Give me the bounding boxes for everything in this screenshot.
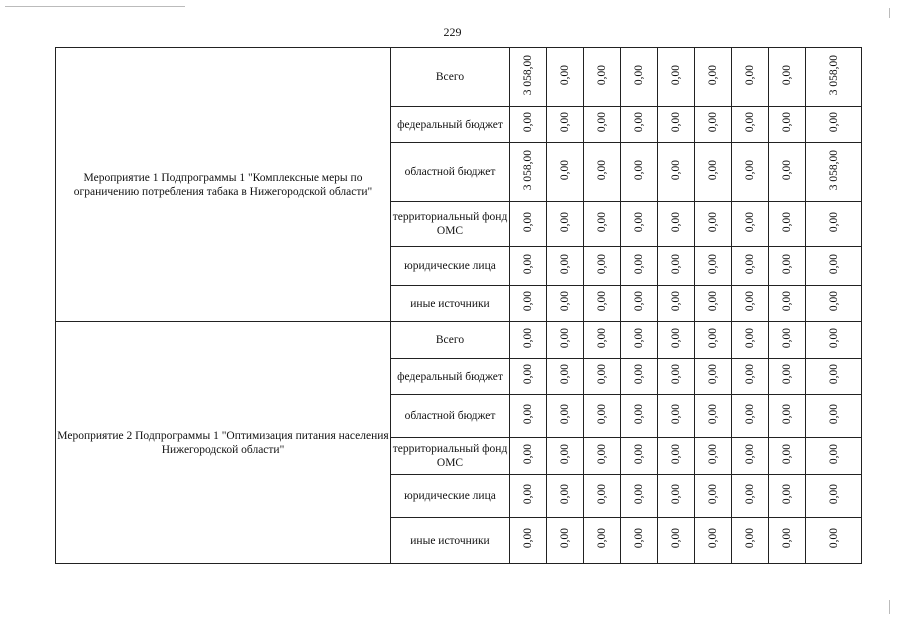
- value-cell: [658, 143, 695, 202]
- value-text: 0,00: [781, 483, 793, 505]
- value-text: 0,00: [744, 364, 756, 385]
- value-cell: [584, 322, 621, 359]
- value-text: 0,00: [707, 291, 719, 312]
- value-text: 0,00: [522, 211, 534, 233]
- value-cell: [658, 286, 695, 322]
- value-text: 3 058,00: [827, 54, 840, 96]
- value-cell: [584, 475, 621, 518]
- value-cell: [584, 143, 621, 202]
- value-text: 0,00: [670, 528, 682, 549]
- value-text: 0,00: [559, 253, 571, 275]
- funding-source: территориальный фонд ОМС: [391, 202, 510, 247]
- value-cell: [584, 247, 621, 286]
- value-text: 0,00: [707, 528, 719, 549]
- value-text: 0,00: [559, 364, 571, 385]
- funding-source: юридические лица: [391, 475, 510, 518]
- value-cell: [806, 475, 862, 518]
- value-cell: [769, 107, 806, 143]
- value-cell: [658, 202, 695, 247]
- value-text: 0,00: [827, 443, 840, 465]
- value-text: 0,00: [744, 528, 756, 549]
- value-cell: [621, 202, 658, 247]
- value-text: 0,00: [559, 327, 571, 349]
- value-cell: [732, 286, 769, 322]
- value-text: 0,00: [707, 253, 719, 275]
- value-text: 0,00: [781, 364, 793, 385]
- value-cell: [658, 395, 695, 438]
- funding-source: Всего: [391, 322, 510, 359]
- value-cell: [658, 322, 695, 359]
- value-cell: [695, 202, 732, 247]
- value-cell: [621, 438, 658, 475]
- event-title: Мероприятие 2 Подпрограммы 1 "Оптимизация питания населения Нижегородской области": [56, 322, 391, 564]
- value-text: 0,00: [707, 443, 719, 465]
- value-cell: [547, 247, 584, 286]
- value-cell: [621, 143, 658, 202]
- value-cell: [806, 395, 862, 438]
- value-cell: [547, 202, 584, 247]
- value-cell: [584, 359, 621, 395]
- value-text: 0,00: [559, 64, 571, 86]
- scan-line: [5, 6, 185, 7]
- funding-source: областной бюджет: [391, 395, 510, 438]
- value-text: 0,00: [744, 443, 756, 465]
- value-cell: [732, 438, 769, 475]
- value-cell: [547, 48, 584, 107]
- value-cell: [769, 438, 806, 475]
- value-text: 0,00: [522, 364, 534, 385]
- value-cell: [806, 107, 862, 143]
- funding-source: федеральный бюджет: [391, 359, 510, 395]
- value-cell: [621, 322, 658, 359]
- value-text: 3 058,00: [522, 149, 534, 191]
- value-text: 0,00: [522, 528, 534, 549]
- value-text: 0,00: [781, 291, 793, 312]
- value-text: 0,00: [633, 211, 645, 233]
- value-cell: [621, 475, 658, 518]
- table-row: [56, 322, 862, 359]
- value-text: 0,00: [827, 483, 840, 505]
- value-text: 0,00: [707, 483, 719, 505]
- value-cell: [584, 107, 621, 143]
- value-cell: [806, 202, 862, 247]
- value-text: 0,00: [744, 291, 756, 312]
- value-text: 0,00: [707, 112, 719, 133]
- value-cell: [621, 247, 658, 286]
- value-cell: [621, 395, 658, 438]
- value-text: 0,00: [707, 327, 719, 349]
- value-text: 0,00: [744, 159, 756, 181]
- value-text: 0,00: [827, 528, 840, 549]
- value-cell: [732, 518, 769, 564]
- value-cell: [510, 322, 547, 359]
- value-cell: [621, 359, 658, 395]
- value-text: 0,00: [781, 253, 793, 275]
- value-text: 0,00: [744, 483, 756, 505]
- value-text: 0,00: [596, 364, 608, 385]
- value-cell: [658, 247, 695, 286]
- value-cell: [547, 286, 584, 322]
- value-text: 0,00: [633, 64, 645, 86]
- value-text: 0,00: [596, 483, 608, 505]
- value-cell: [732, 359, 769, 395]
- value-text: 0,00: [827, 291, 840, 312]
- value-cell: [510, 286, 547, 322]
- value-cell: [547, 475, 584, 518]
- value-text: 0,00: [559, 443, 571, 465]
- value-cell: [658, 359, 695, 395]
- value-text: 0,00: [707, 403, 719, 425]
- value-text: 0,00: [559, 403, 571, 425]
- value-text: 0,00: [670, 443, 682, 465]
- value-text: 0,00: [633, 403, 645, 425]
- value-text: 0,00: [559, 528, 571, 549]
- funding-source: иные источники: [391, 286, 510, 322]
- value-cell: [584, 202, 621, 247]
- value-cell: [584, 438, 621, 475]
- value-cell: [806, 48, 862, 107]
- value-cell: [806, 143, 862, 202]
- value-text: 0,00: [744, 112, 756, 133]
- value-text: 0,00: [596, 327, 608, 349]
- value-cell: [732, 202, 769, 247]
- value-cell: [732, 322, 769, 359]
- value-text: 0,00: [781, 112, 793, 133]
- value-text: 0,00: [596, 211, 608, 233]
- value-text: 0,00: [633, 159, 645, 181]
- value-cell: [510, 143, 547, 202]
- value-text: 0,00: [827, 327, 840, 349]
- value-cell: [547, 518, 584, 564]
- value-text: 3 058,00: [522, 54, 534, 96]
- value-cell: [695, 322, 732, 359]
- value-text: 0,00: [522, 327, 534, 349]
- value-cell: [806, 247, 862, 286]
- value-text: 0,00: [670, 64, 682, 86]
- value-cell: [769, 475, 806, 518]
- value-text: 0,00: [781, 443, 793, 465]
- funding-source: юридические лица: [391, 247, 510, 286]
- value-cell: [806, 518, 862, 564]
- value-cell: [547, 359, 584, 395]
- value-text: 0,00: [781, 211, 793, 233]
- value-cell: [695, 395, 732, 438]
- value-cell: [806, 322, 862, 359]
- value-cell: [732, 48, 769, 107]
- value-text: 0,00: [633, 253, 645, 275]
- value-cell: [806, 438, 862, 475]
- value-text: 0,00: [596, 291, 608, 312]
- value-cell: [769, 395, 806, 438]
- value-cell: [510, 107, 547, 143]
- value-text: 0,00: [522, 253, 534, 275]
- value-text: 0,00: [827, 403, 840, 425]
- value-cell: [695, 518, 732, 564]
- event-title: Мероприятие 1 Подпрограммы 1 "Комплексные меры по ограничению потребления табака в Нижегородской области": [56, 48, 391, 322]
- value-text: 0,00: [827, 112, 840, 133]
- value-text: 0,00: [633, 327, 645, 349]
- value-cell: [584, 518, 621, 564]
- value-text: 0,00: [596, 253, 608, 275]
- value-text: 0,00: [633, 112, 645, 133]
- value-cell: [732, 395, 769, 438]
- value-text: 0,00: [522, 443, 534, 465]
- value-text: 0,00: [596, 159, 608, 181]
- value-cell: [732, 247, 769, 286]
- value-cell: [806, 359, 862, 395]
- value-text: 0,00: [559, 211, 571, 233]
- value-text: 0,00: [633, 483, 645, 505]
- value-text: 0,00: [670, 327, 682, 349]
- value-text: 0,00: [670, 403, 682, 425]
- value-text: 0,00: [559, 483, 571, 505]
- value-text: 0,00: [744, 64, 756, 86]
- value-text: 0,00: [707, 211, 719, 233]
- value-cell: [695, 359, 732, 395]
- value-cell: [695, 143, 732, 202]
- value-cell: [547, 322, 584, 359]
- value-cell: [621, 48, 658, 107]
- value-text: 0,00: [707, 159, 719, 181]
- value-text: 0,00: [522, 112, 534, 133]
- value-cell: [695, 107, 732, 143]
- funding-source: федеральный бюджет: [391, 107, 510, 143]
- value-cell: [621, 286, 658, 322]
- scan-line: [889, 8, 890, 18]
- value-cell: [769, 48, 806, 107]
- value-text: 0,00: [781, 64, 793, 86]
- funding-source: Всего: [391, 48, 510, 107]
- value-text: 0,00: [633, 443, 645, 465]
- value-cell: [547, 143, 584, 202]
- value-text: 0,00: [596, 443, 608, 465]
- value-text: 0,00: [670, 211, 682, 233]
- value-text: 0,00: [633, 291, 645, 312]
- table-row: [56, 48, 862, 107]
- value-cell: [510, 518, 547, 564]
- value-cell: [806, 286, 862, 322]
- value-text: 0,00: [670, 483, 682, 505]
- value-text: 0,00: [781, 528, 793, 549]
- value-cell: [695, 438, 732, 475]
- value-text: 0,00: [633, 528, 645, 549]
- funding-table: [55, 47, 862, 564]
- value-cell: [695, 475, 732, 518]
- value-cell: [510, 475, 547, 518]
- value-text: 0,00: [781, 159, 793, 181]
- value-cell: [510, 48, 547, 107]
- value-cell: [695, 48, 732, 107]
- value-text: 0,00: [744, 253, 756, 275]
- value-text: 0,00: [522, 483, 534, 505]
- value-text: 0,00: [707, 64, 719, 86]
- value-text: 0,00: [596, 64, 608, 86]
- page-number: 229: [443, 25, 462, 39]
- value-cell: [658, 438, 695, 475]
- value-text: 0,00: [596, 112, 608, 133]
- table-body: [56, 48, 862, 564]
- value-text: 0,00: [670, 291, 682, 312]
- value-text: 0,00: [559, 291, 571, 312]
- value-text: 0,00: [522, 291, 534, 312]
- value-text: 0,00: [707, 364, 719, 385]
- value-text: 0,00: [744, 403, 756, 425]
- value-cell: [732, 475, 769, 518]
- value-text: 3 058,00: [827, 149, 840, 191]
- value-cell: [547, 438, 584, 475]
- funding-source: территориальный фонд ОМС: [391, 438, 510, 475]
- value-text: 0,00: [670, 364, 682, 385]
- value-cell: [621, 518, 658, 564]
- value-cell: [621, 107, 658, 143]
- value-cell: [769, 143, 806, 202]
- value-cell: [658, 107, 695, 143]
- value-text: 0,00: [781, 403, 793, 425]
- value-cell: [695, 247, 732, 286]
- value-cell: [769, 286, 806, 322]
- value-text: 0,00: [670, 253, 682, 275]
- value-cell: [510, 202, 547, 247]
- value-cell: [584, 48, 621, 107]
- value-cell: [584, 395, 621, 438]
- value-text: 0,00: [781, 327, 793, 349]
- value-cell: [658, 518, 695, 564]
- value-cell: [658, 48, 695, 107]
- value-cell: [658, 475, 695, 518]
- value-text: 0,00: [670, 112, 682, 133]
- scan-line: [889, 600, 890, 614]
- value-text: 0,00: [827, 211, 840, 233]
- value-text: 0,00: [827, 364, 840, 385]
- value-cell: [769, 322, 806, 359]
- value-cell: [732, 143, 769, 202]
- value-text: 0,00: [744, 211, 756, 233]
- value-cell: [547, 395, 584, 438]
- value-cell: [769, 247, 806, 286]
- value-text: 0,00: [559, 159, 571, 181]
- value-text: 0,00: [559, 112, 571, 133]
- value-text: 0,00: [596, 528, 608, 549]
- funding-source: областной бюджет: [391, 143, 510, 202]
- funding-source: иные источники: [391, 518, 510, 564]
- value-cell: [769, 518, 806, 564]
- value-cell: [510, 359, 547, 395]
- value-text: 0,00: [633, 364, 645, 385]
- value-cell: [510, 395, 547, 438]
- value-text: 0,00: [744, 327, 756, 349]
- value-cell: [510, 438, 547, 475]
- value-text: 0,00: [827, 253, 840, 275]
- value-cell: [547, 107, 584, 143]
- value-cell: [584, 286, 621, 322]
- value-cell: [510, 247, 547, 286]
- value-text: 0,00: [670, 159, 682, 181]
- value-cell: [732, 107, 769, 143]
- value-cell: [769, 202, 806, 247]
- value-text: 0,00: [596, 403, 608, 425]
- value-cell: [769, 359, 806, 395]
- value-cell: [695, 286, 732, 322]
- value-text: 0,00: [522, 403, 534, 425]
